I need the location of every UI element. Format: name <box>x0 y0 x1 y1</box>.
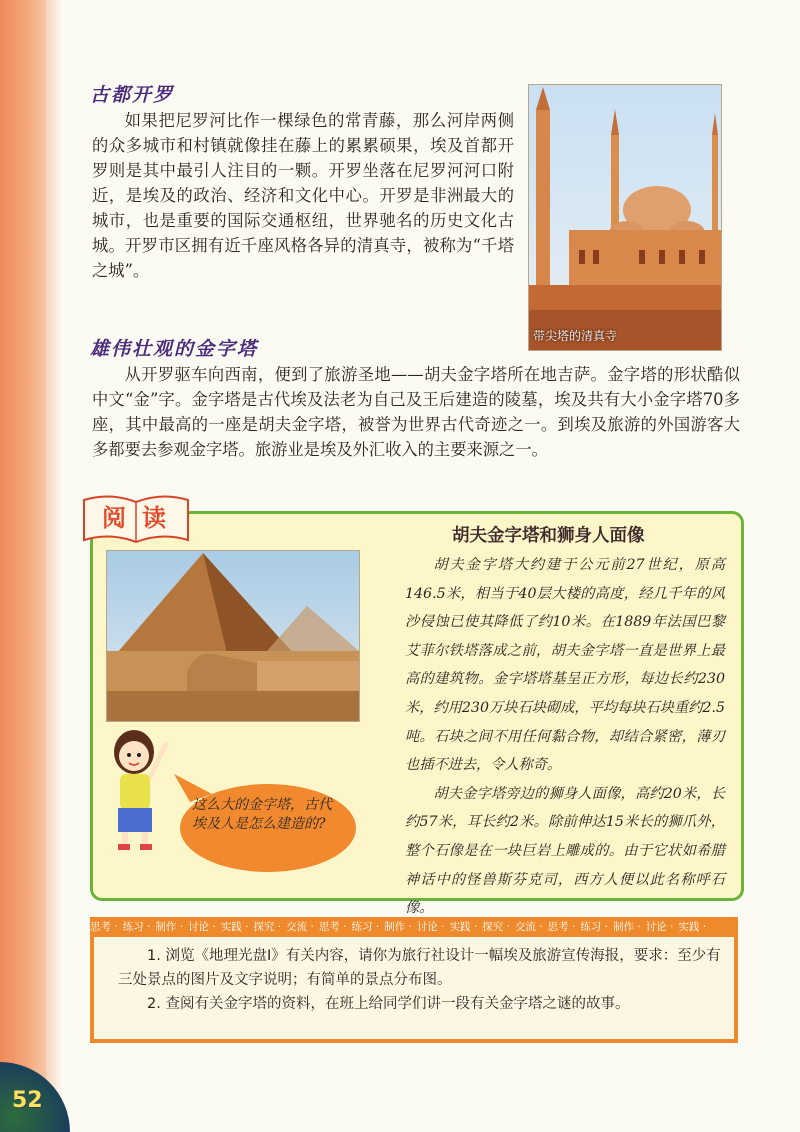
exercise-strip-item: 思考 · <box>90 921 118 933</box>
pyramid-paragraph <box>92 362 740 462</box>
exercise-strip-item: 练习 · <box>580 921 608 933</box>
cairo-text: 如果把尼罗河比作一棵绿色的常青藤，那么河岸两侧的众多城市和村镇就像挂在藤上的累累硕果，埃及首都开罗则是其中最引人注目的一颗。开罗坐落在尼罗河河口附近，是埃及的政治、经济和文化中心。开罗是非洲最大的城市，也是重要的国际交通枢纽，世界驰名的历史文化古城。开罗市区拥有近千座风格各异的清真寺，被称为“千塔之城”。 <box>92 111 514 280</box>
exercise-strip-item: 讨论 · <box>188 921 216 933</box>
exercise-strip-item: 交流 · <box>286 921 314 933</box>
pyramid-photo <box>106 550 360 722</box>
exercise-strip-item: 思考 · <box>318 921 347 933</box>
reading-badge <box>80 490 192 546</box>
mosque-illustration <box>529 85 721 350</box>
spine-fade <box>46 0 62 1132</box>
exercise-header-strip <box>90 917 738 937</box>
page-spine <box>0 0 46 1132</box>
mosque-photo <box>528 84 722 351</box>
exercise-strip-item: 实践 · <box>220 921 249 933</box>
exercise-strip-item: 制作 · <box>613 921 641 933</box>
exercise-strip-item: 交流 · <box>514 921 543 933</box>
exercise-strip-item: 制作 · <box>384 921 412 933</box>
reading-paragraph-2: 胡夫金字塔旁边的狮身人面像，高约20米，长约57米，耳长约2米。除前伸达15米长的狮爪外，整个石像是在一块巨岩上雕成的。由于它状如希腊神话中的怪兽斯芬克司，西方人便以此名称呼石像。 <box>405 785 725 917</box>
exercise-strip-item: 实践 · <box>678 921 707 933</box>
reading-text <box>405 551 725 923</box>
pyramid-text: 从开罗驱车向西南，便到了旅游圣地——胡夫金字塔所在地吉萨。金字塔的形状酷似中文“金”字。金字塔是古代埃及法老为自己及王后建造的陵墓，埃及共有大小金字塔70多座，其中最高的一座是胡夫金字塔，被誉为世界古代奇迹之一。到埃及旅游的外国游客大多都要去参观金字塔。旅游业是埃及外汇收入的主要来源之一。 <box>92 365 740 459</box>
section-title-pyramids: 雄伟壮观的金字塔 <box>90 338 259 360</box>
page-number: 52 <box>12 1088 43 1113</box>
cairo-paragraph <box>92 108 514 283</box>
reading-paragraph-1: 胡夫金字塔大约建于公元前27世纪，原高146.5米，相当于40层大楼的高度，经几千年的风沙侵蚀已使其降低了约10米。在1889年法国巴黎艾菲尔铁塔落成之前，胡夫金字塔一直是世界上最高的建筑物。金字塔塔基呈正方形，每边长约230米，约用230万块石块砌成，平均每块石块重约2.5吨。石块之间不用任何黏合物，却结合紧密，薄刃也插不进去，令人称奇。 <box>405 557 725 774</box>
speech-bubble <box>172 772 360 876</box>
pyramid-illustration <box>107 551 359 721</box>
exercise-item-2: 2. 查阅有关金字塔的资料，在班上给同学们讲一段有关金字塔之谜的故事。 <box>147 996 630 1012</box>
speech-bubble-text: 这么大的金字塔，古代埃及人是怎么建造的? <box>192 797 332 832</box>
exercise-strip-item: 制作 · <box>155 921 184 933</box>
exercise-strip-item: 讨论 · <box>416 921 445 933</box>
exercise-strip-item: 思考 · <box>547 921 576 933</box>
exercise-strip-item: 讨论 · <box>645 921 674 933</box>
exercise-strip-item: 练习 · <box>351 921 380 933</box>
reading-badge-label: 阅读 <box>102 504 182 532</box>
section-title-cairo: 古都开罗 <box>90 84 175 106</box>
girl-illustration <box>104 722 174 852</box>
exercise-text <box>118 944 728 1016</box>
exercise-strip-item: 练习 · <box>122 921 151 933</box>
reading-title: 胡夫金字塔和狮身人面像 <box>452 526 645 546</box>
exercise-item-1: 1. 浏览《地理光盘Ⅰ》有关内容，请你为旅行社设计一幅埃及旅游宣传海报，要求：至少有三处景点的图片及文字说明；有简单的景点分布图。 <box>118 948 721 988</box>
exercise-strip-item: 探究 · <box>253 921 282 933</box>
exercise-strip-item: 探究 · <box>482 921 510 933</box>
mosque-caption: 带尖塔的清真寺 <box>533 329 618 343</box>
girl-cartoon <box>104 722 174 852</box>
exercise-strip-item: 实践 · <box>449 921 478 933</box>
